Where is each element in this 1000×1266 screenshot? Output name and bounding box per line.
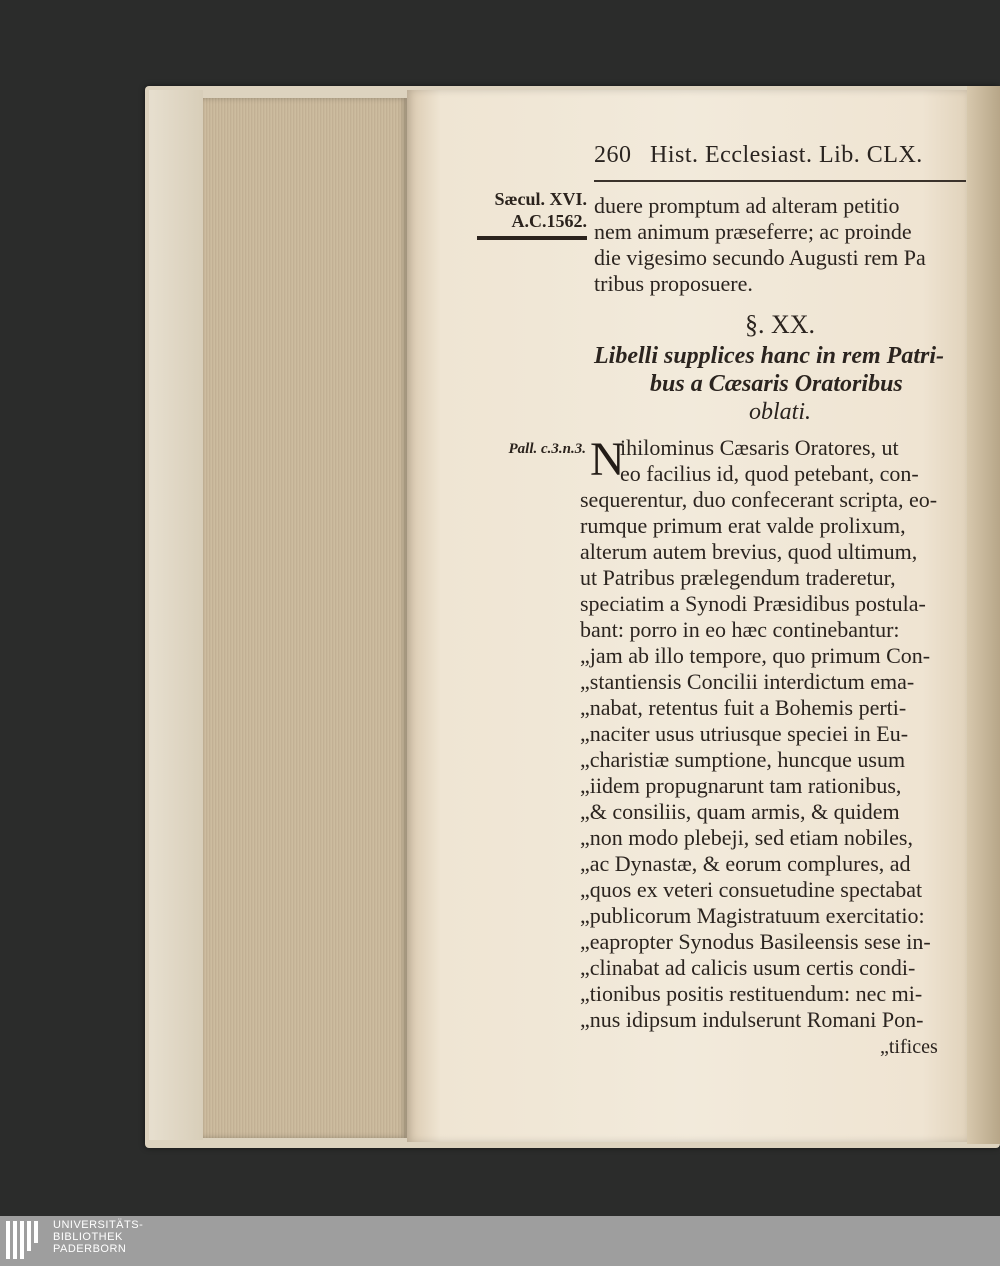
- logo-line: PADERBORN: [53, 1243, 127, 1255]
- margin-note-year: A.C.1562.: [511, 211, 587, 231]
- text-line: „iidem propugnarunt tam rationibus,: [580, 773, 902, 798]
- top-text-block: [594, 193, 966, 297]
- cover-flap: [149, 90, 203, 1140]
- heading-line: bus a Cæsaris Oratoribus: [650, 371, 903, 397]
- text-line: ut Patribus prælegendum traderetur,: [580, 565, 896, 590]
- text-line: tribus proposuere.: [594, 271, 753, 296]
- header-rule: [594, 180, 966, 182]
- catchword: „tifices: [880, 1036, 938, 1058]
- drop-cap: N: [590, 433, 625, 486]
- facing-page-edge: [967, 86, 1000, 1144]
- section-heading: [594, 342, 966, 426]
- library-logo-text: [53, 1219, 143, 1255]
- text-line: „publicorum Magistratuum exercitatio:: [580, 903, 925, 928]
- text-line: „nabat, retentus fuit a Bohemis perti-: [580, 695, 907, 720]
- text-line: „nus idipsum indulserunt Romani Pon-: [580, 1007, 924, 1032]
- text-line: die vigesimo secundo Augusti rem Pa: [594, 245, 926, 270]
- text-line: „& consiliis, quam armis, & quidem: [580, 799, 900, 824]
- margin-note-date: [477, 188, 587, 240]
- text-line: „stantiensis Concilii interdictum ema-: [580, 669, 915, 694]
- page-number: 260: [594, 142, 632, 168]
- main-paragraph: [580, 435, 966, 1033]
- text-line: alterum autem brevius, quod ultimum,: [580, 539, 918, 564]
- text-line: „jam ab illo tempore, quo primum Con-: [580, 643, 931, 668]
- text-line: bant: porro in eo hæc continebantur:: [580, 617, 900, 642]
- heading-line: Libelli supplices hanc in rem Patri-: [594, 343, 945, 369]
- library-footer: [0, 1216, 1000, 1266]
- text-line: eo facilius id, quod petebant, con-: [620, 461, 919, 486]
- text-line: „non modo plebeji, sed etiam nobiles,: [580, 825, 913, 850]
- logo-line: UNIVERSITÄTS-: [53, 1219, 144, 1231]
- text-line: speciatim a Synodi Præsidibus postula-: [580, 591, 926, 616]
- text-line: sequerentur, duo confecerant scripta, eo-: [580, 487, 938, 512]
- heading-line: oblati.: [748, 399, 811, 425]
- text-line: nem animum præseferre; ac proinde: [594, 219, 912, 244]
- text-line: „quos ex veteri consuetudine spectabat: [580, 877, 923, 902]
- text-line: „naciter usus utriusque speciei in Eu-: [580, 721, 909, 746]
- text-line: duere promptum ad alteram petitio: [594, 193, 900, 218]
- library-logo-icon: [6, 1221, 46, 1261]
- text-line: „charistiæ sumptione, huncque usum: [580, 747, 906, 772]
- margin-note-century: Sæcul. XVI.: [494, 189, 587, 209]
- running-title: Hist. Ecclesiast. Lib. CLX.: [650, 142, 923, 168]
- page-block-edge: [203, 98, 408, 1138]
- logo-line: BIBLIOTHEK: [53, 1231, 123, 1243]
- text-line: ihilominus Cæsaris Oratores, ut: [620, 435, 899, 460]
- text-line: „ac Dynastæ, & eorum complures, ad: [580, 851, 911, 876]
- margin-note-rule: [477, 236, 587, 240]
- text-line: „tionibus positis restituendum: nec mi-: [580, 981, 923, 1006]
- text-line: „clinabat ad calicis usum certis condi-: [580, 955, 916, 980]
- text-line: „eapropter Synodus Basileensis sese in-: [580, 929, 931, 954]
- text-line: rumque primum erat valde prolixum,: [580, 513, 906, 538]
- running-head: [594, 142, 966, 176]
- margin-reference: Pall. c.3.n.3.: [508, 441, 586, 457]
- section-number: §. XX.: [744, 310, 816, 339]
